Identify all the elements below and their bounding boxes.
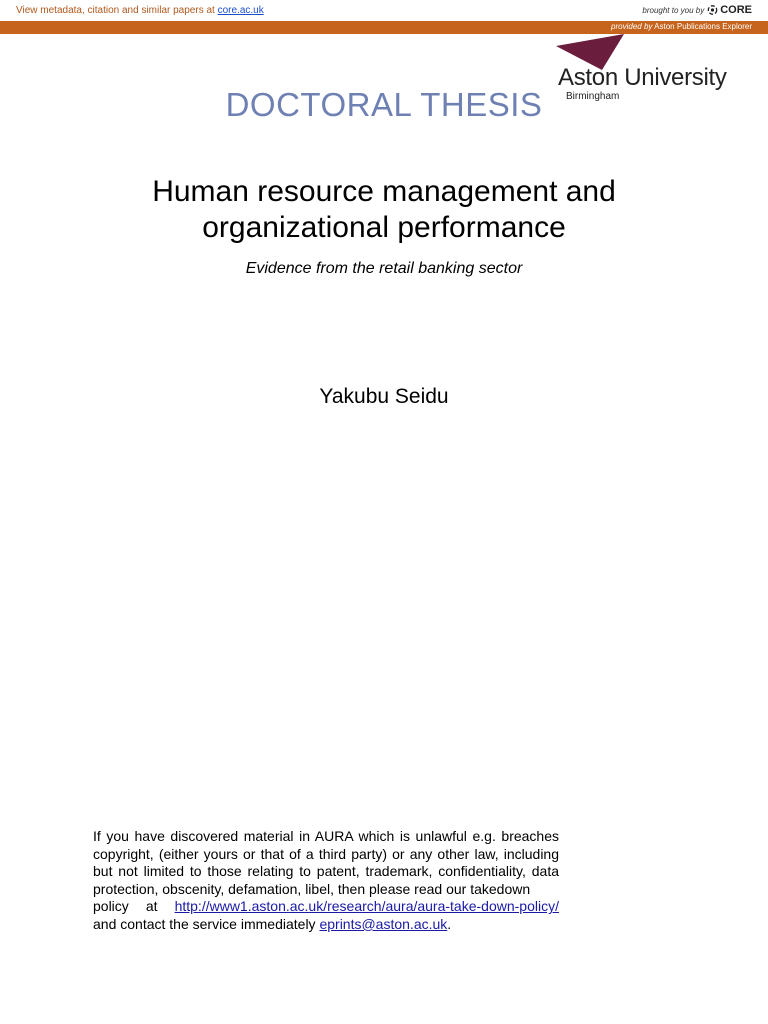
core-link[interactable]: core.ac.uk — [217, 5, 264, 16]
email-link[interactable]: eprints@aston.ac.uk — [319, 915, 448, 932]
core-label: CORE — [720, 4, 752, 16]
brought-to-you-text: brought to you by — [642, 5, 705, 15]
provider-bar — [0, 21, 768, 34]
title-line-1: Human resource management and — [152, 175, 616, 208]
policy-line — [93, 898, 559, 916]
contact-text: and contact the service immediately — [93, 915, 316, 932]
logo-city: Birmingham — [566, 91, 620, 102]
takedown-policy-link[interactable]: http://www1.aston.ac.uk/research/aura/aura-take-down-policy/ — [174, 898, 559, 915]
core-metadata-text — [16, 5, 264, 16]
core-logo[interactable] — [707, 4, 752, 16]
provider-name: Aston Publications Explorer — [654, 22, 752, 31]
core-metadata-label: View metadata, citation and similar papers at — [16, 5, 215, 16]
author-name: Yakubu Seidu — [319, 385, 449, 408]
at-word: at — [145, 898, 158, 915]
title-line-2: organizational performance — [202, 211, 566, 244]
doctoral-thesis-label: DOCTORAL THESIS — [225, 86, 543, 123]
takedown-notice — [93, 828, 559, 934]
end-period: . — [447, 915, 452, 932]
core-attribution[interactable] — [642, 4, 752, 16]
thesis-title — [100, 174, 668, 246]
contact-line — [93, 916, 559, 934]
provided-by-text — [611, 22, 752, 31]
notice-paragraph: If you have discovered material in AURA which is unlawful e.g. breaches copyright, (either yours or that of a third party) or any other law, including but not limited to those relating to patent, trademark, confidentiality, data protection, obscenity, defamation, libel, then please read our takedown — [93, 828, 559, 897]
thesis-subtitle: Evidence from the retail banking sector — [245, 260, 523, 277]
core-banner — [0, 0, 768, 22]
core-icon — [707, 4, 718, 16]
provided-by-prefix: provided by — [611, 22, 653, 31]
policy-word: policy — [93, 898, 129, 915]
logo-university-name: Aston University — [558, 64, 727, 91]
